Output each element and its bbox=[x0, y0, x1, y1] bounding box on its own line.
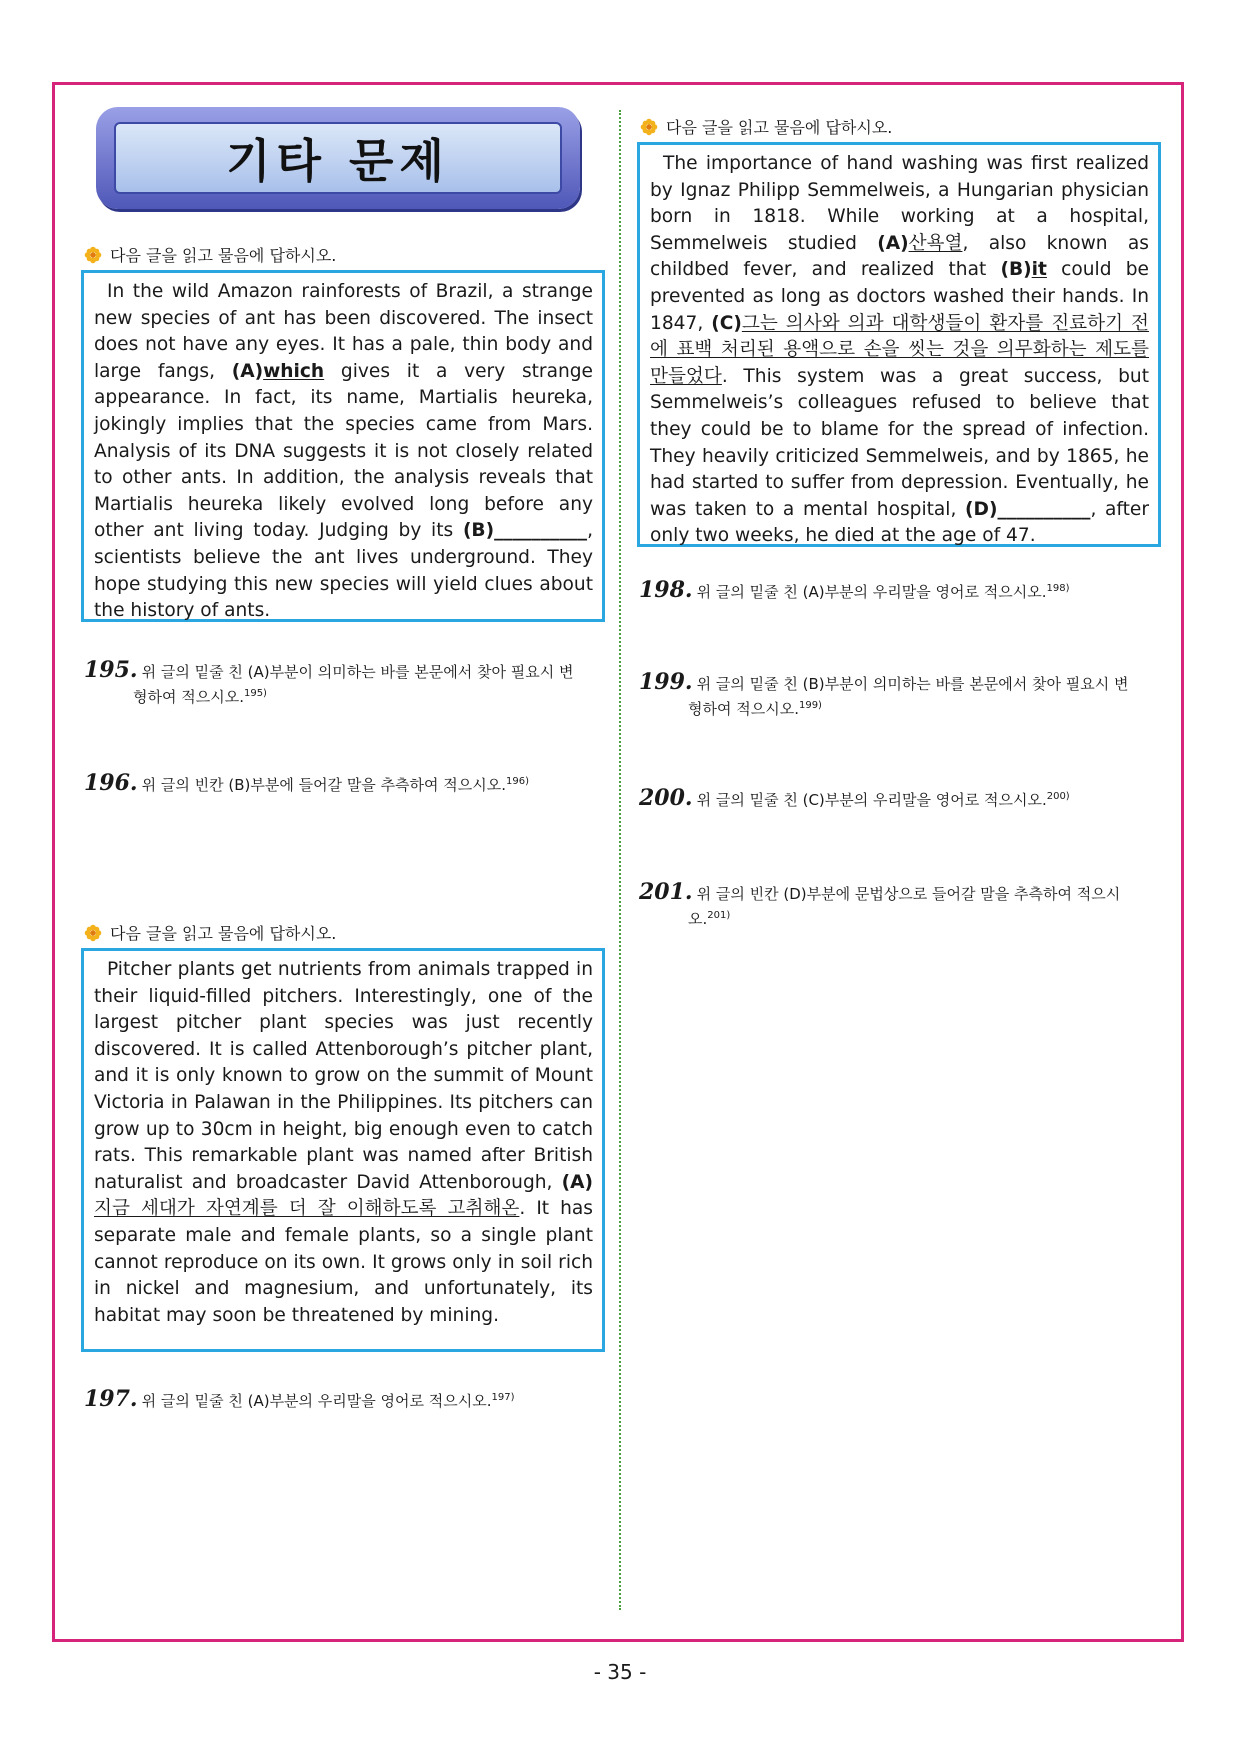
underlined-korean-c: 그는 의사와 의과 대학생들이 환자를 진료하기 전에 표백 처리된 용액으로 손을 씻는 것을 의무화하는 제도를 만들었다 bbox=[650, 312, 1149, 387]
flower-icon bbox=[84, 246, 102, 264]
section-title: 기타 문제 bbox=[226, 134, 450, 188]
label-a: (A) bbox=[877, 232, 909, 254]
instruction-text: 다음 글을 읽고 물음에 답하시오. bbox=[110, 924, 337, 943]
passage-box-3: The importance of hand washing was first realized by Ignaz Philipp Semmelweis, a Hungarian physician born in 1818. While working at a hospital, Semmelweis studied (A)산욕열, also known as childbed fever, and realized that (B)it could be prevented as long as doctors washed their hands. In 1847, (C)그는 의사와 의과 대학생들이 환자를 진료하기 전에 표백 처리된 용액으로 손을 씻는 것을 의무화하는 제도를 만들었다. This system was a great success, but Semmelweis’s colleagues refused to believe that they could be to blame for the spread of infection. They heavily criticized Semmelweis, and by 1865, he had started to suffer from depression. Eventually, he was taken to a mental hospital, (D)__________, after only two weeks, he died at the age of 47. bbox=[637, 142, 1161, 547]
passage-box-1: In the wild Amazon rainforests of Brazil, a strange new species of ant has been discovered. The insect does not have any eyes. It has a pale, thin body and large fangs, (A)which gives it a very strange appearance. In fact, its name, Martialis heureka, jokingly implies that the species came from Mars. Analysis of its DNA suggests it is not closely related to other ants. In addition, the analysis reveals that Martialis heureka likely evolved long before any other ant living today. Judging by its (B)__________, scientists believe the ant lives underground. They hope studying this new species will yield clues about the history of ants. bbox=[81, 270, 605, 622]
question-199: 199. 위 글의 밑줄 친 (B)부분이 의미하는 바를 본문에서 찾아 필요시 변 형하여 적으시오.$^{199)}$ bbox=[639, 669, 1129, 718]
blank-b: __________ bbox=[494, 520, 588, 542]
instruction-text: 다음 글을 읽고 물음에 답하시오. bbox=[666, 118, 893, 137]
flower-icon bbox=[84, 924, 102, 942]
label-b: (B) bbox=[462, 520, 495, 542]
underlined-korean-a: 산욕열 bbox=[908, 232, 963, 254]
passage-box-2: Pitcher plants get nutrients from animals trapped in their liquid-filled pitchers. Interestingly, one of the largest pitcher plant species was just recently discovered. It is called Attenborough’s pitcher plant, and it is only known to grow on the summit of Mount Victoria in Palawan in the Philippines. Its pitchers can grow up to 30cm in height, big enough even to catch rats. This remarkable plant was named after British naturalist and broadcaster David Attenborough, (A)지금 세대가 자연계를 더 잘 이해하도록 고취해온. It has separate male and female plants, so a single plant cannot reproduce on its own. It grows only in soil rich in nickel and magnesium, and unfortunately, its habitat may soon be threatened by mining. bbox=[81, 948, 605, 1352]
label-c: (C) bbox=[711, 312, 742, 334]
label-b: (B) bbox=[1000, 259, 1032, 281]
question-197: 197. 위 글의 밑줄 친 (A)부분의 우리말을 영어로 적으시오.$^{197)}$ bbox=[84, 1386, 515, 1412]
column-divider bbox=[619, 110, 621, 1610]
underlined-which: which bbox=[263, 360, 325, 382]
question-201: 201. 위 글의 빈칸 (D)부분에 문법상으로 들어갈 말을 추측하여 적으시 오.$^{201)}$ bbox=[639, 879, 1121, 928]
label-d: (D) bbox=[965, 498, 998, 520]
question-195: 195. 위 글의 밑줄 친 (A)부분이 의미하는 바를 본문에서 찾아 필요시 변 형하여 적으시오.$^{195)}$ bbox=[84, 657, 574, 706]
instruction-3 bbox=[640, 115, 892, 138]
question-196: 196. 위 글의 빈칸 (B)부분에 들어갈 말을 추측하여 적으시오.$^{196)}$ bbox=[84, 770, 530, 796]
instruction-1 bbox=[84, 243, 336, 266]
instruction-2 bbox=[84, 921, 336, 944]
instruction-text: 다음 글을 읽고 물음에 답하시오. bbox=[110, 246, 337, 265]
question-198: 198. 위 글의 밑줄 친 (A)부분의 우리말을 영어로 적으시오.$^{198)}$ bbox=[639, 577, 1070, 603]
section-title-banner bbox=[96, 107, 580, 209]
label-a: (A) bbox=[561, 1171, 593, 1193]
label-a: (A) bbox=[231, 360, 264, 382]
flower-icon bbox=[640, 118, 658, 136]
page-number: - 35 - bbox=[593, 1660, 647, 1684]
underlined-korean-a: 지금 세대가 자연계를 더 잘 이해하도록 고취해온 bbox=[94, 1198, 520, 1220]
blank-d: __________ bbox=[997, 498, 1091, 520]
question-200: 200. 위 글의 밑줄 친 (C)부분의 우리말을 영어로 적으시오.$^{200)}$ bbox=[639, 785, 1070, 811]
underlined-it: it bbox=[1031, 259, 1047, 281]
section-title-plate bbox=[114, 122, 562, 194]
